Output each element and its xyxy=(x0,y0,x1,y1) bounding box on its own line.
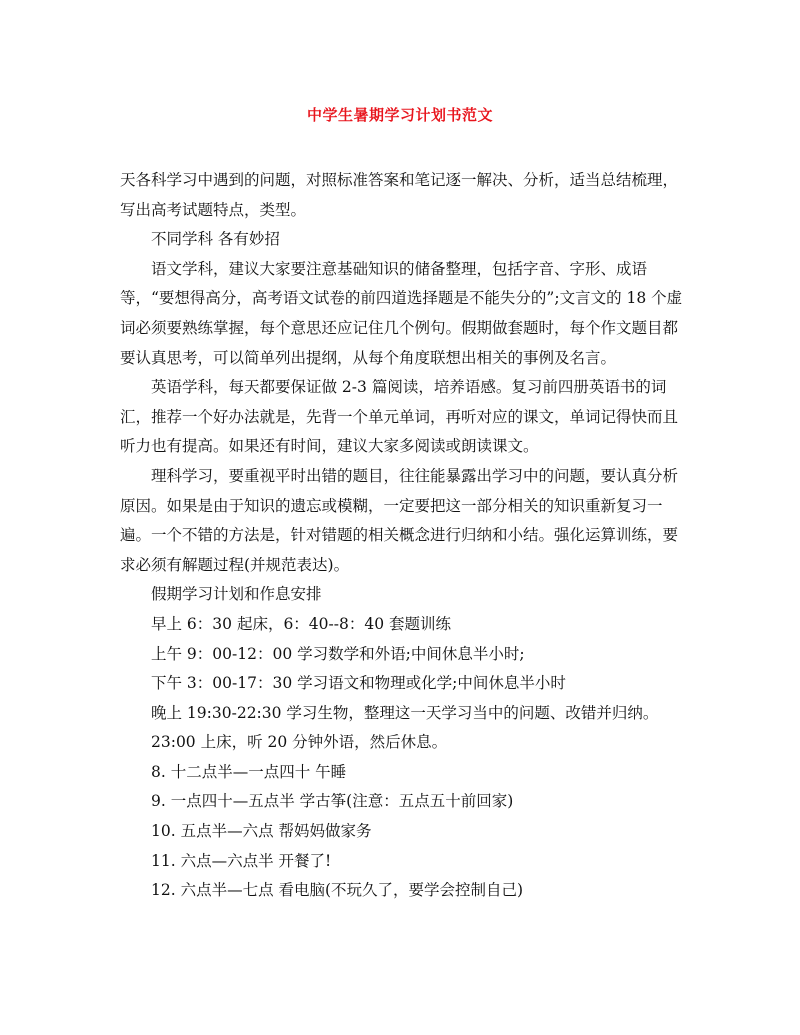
section-heading: 不同学科 各有妙招 xyxy=(151,230,280,249)
schedule-item: 23:00 上床，听 20 分钟外语，然后休息。 xyxy=(151,733,448,752)
schedule-item: 12. 六点半—七点 看电脑(不玩久了，要学会控制自己) xyxy=(151,881,524,900)
schedule-item: 上午 9：00-12：00 学习数学和外语;中间休息半小时; xyxy=(151,644,525,663)
schedule-item: 9. 一点四十—五点半 学古筝(注意：五点五十前回家) xyxy=(151,792,514,811)
schedule-item: 早上 6：30 起床，6：40--8：40 套题训练 xyxy=(151,614,452,633)
schedule-item: 晚上 19:30-22:30 学习生物，整理这一天学习当中的问题、改错并归纳。 xyxy=(151,703,659,722)
document-title: 中学生暑期学习计划书范文 xyxy=(306,106,493,124)
chinese-subject-paragraph: 语文学科，建议大家要注意基础知识的储备整理，包括字音、字形、成语等，“要想得高分，高考语文试卷的前四道选择题是不能失分的”;文言文的 18 个虚词必须要熟练掌握，每个意思还应记住几个例句。假期做套题时，每个作文题目都要认真思考，可以简单列出提纲，从每个角度联想出相关的事例及名言。 xyxy=(120,259,683,367)
schedule-item: 下午 3：00-17：30 学习语文和物理或化学;中间休息半小时 xyxy=(151,674,566,693)
schedule-item: 8. 十二点半—一点四十 午睡 xyxy=(151,762,347,781)
schedule-item: 10. 五点半—六点 帮妈妈做家务 xyxy=(151,822,372,841)
schedule-heading: 假期学习计划和作息安排 xyxy=(151,585,322,604)
document-body xyxy=(120,166,686,906)
intro-paragraph: 天各科学习中遇到的问题，对照标准答案和笔记逐一解决、分析，适当总结梳理，写出高考试题特点，类型。 xyxy=(120,171,679,219)
science-subject-paragraph: 理科学习，要重视平时出错的题目，往往能暴露出学习中的问题，要认真分析原因。如果是由于知识的遗忘或模糊，一定要把这一部分相关的知识重新复习一遍。一个不错的方法是，针对错题的相关概念进行归纳和小结。强化运算训练，要求必须有解题过程(并规范表达)。 xyxy=(120,466,679,574)
schedule-item: 11. 六点—六点半 开餐了! xyxy=(151,851,332,870)
english-subject-paragraph: 英语学科，每天都要保证做 2-3 篇阅读，培养语感。复习前四册英语书的词汇，推荐一个好办法就是，先背一个单元单词，再听对应的课文，单词记得快而且听力也有提高。如果还有时间，建议大家多阅读或朗读课文。 xyxy=(120,378,679,456)
